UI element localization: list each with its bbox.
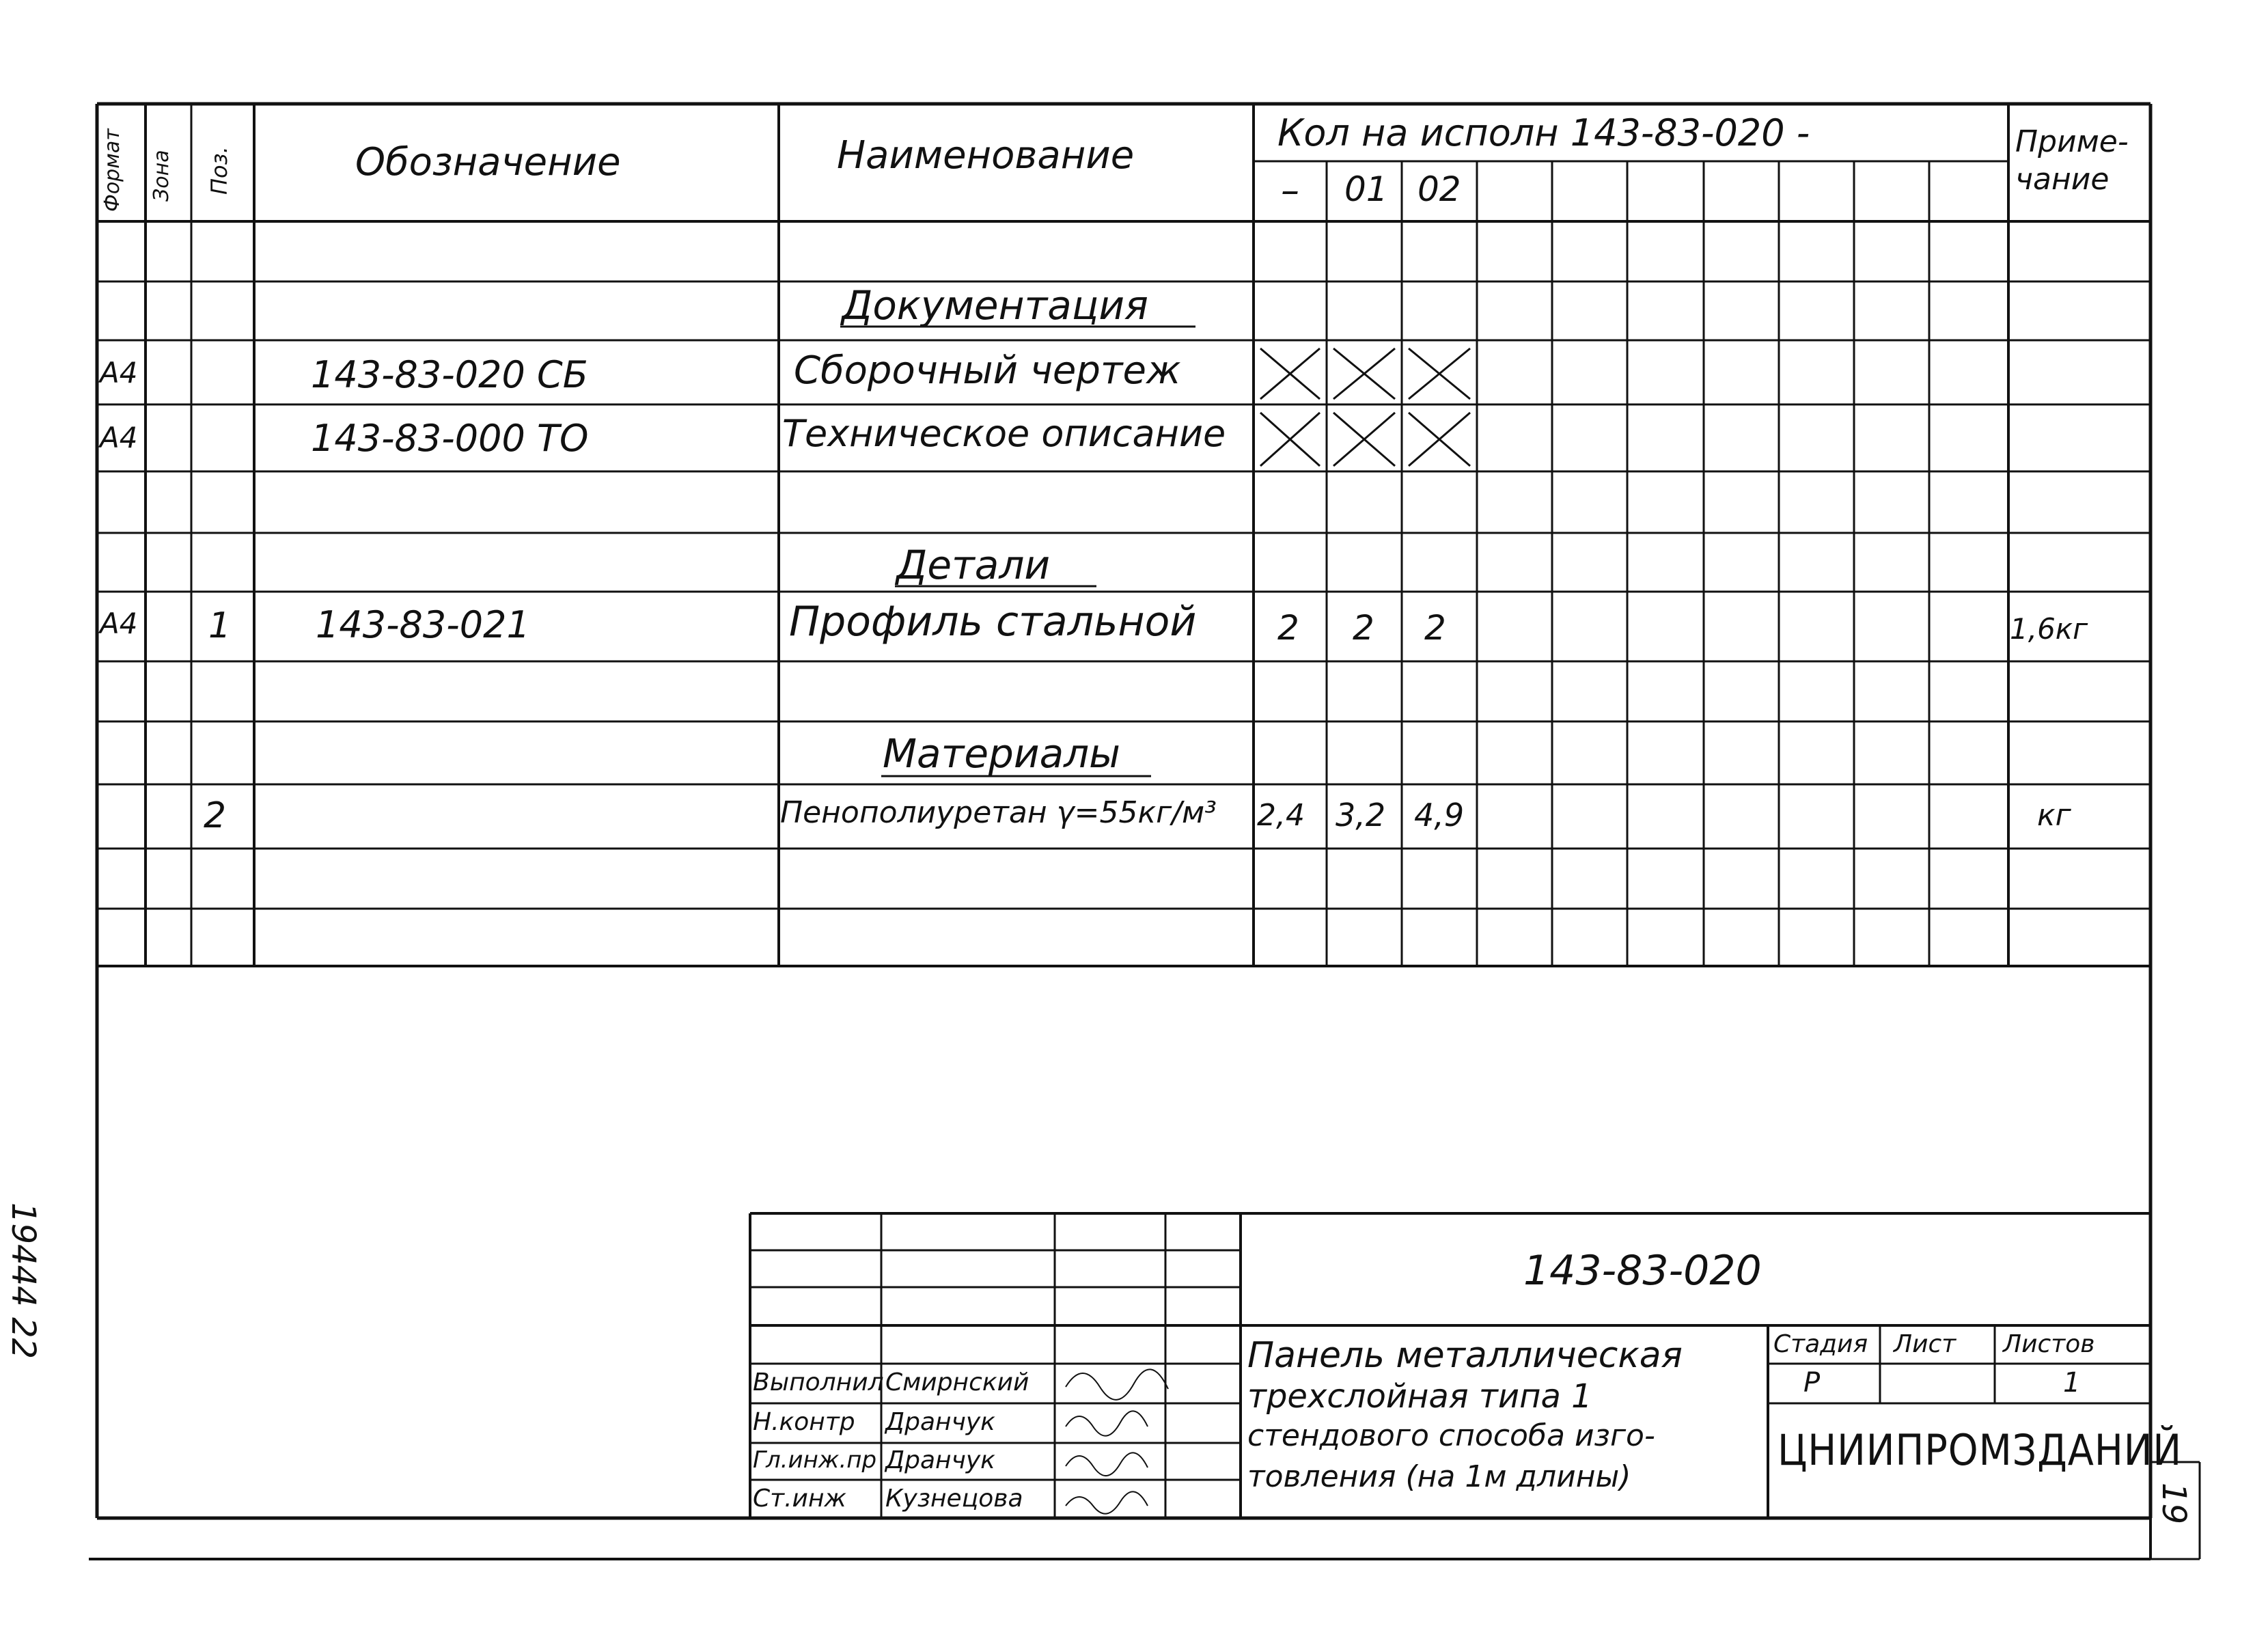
organization-name: ЦНИИПРОМЗДАНИЙ: [1778, 1425, 2183, 1475]
row-2-note: 1,6кг: [2010, 612, 2088, 646]
row-2-qty-01: 2: [1353, 608, 1374, 648]
section-details: Детали: [896, 542, 1051, 588]
header-name: Наименование: [837, 133, 1135, 178]
row-2-designation: 143-83-021: [316, 603, 530, 646]
section-materials: Материалы: [883, 730, 1120, 777]
row-3-qty-01: 3,2: [1336, 797, 1386, 834]
row-2-qty-02: 2: [1424, 608, 1446, 648]
sheet-label: Лист: [1894, 1330, 1956, 1358]
row-1-designation: 143-83-000 ТО: [311, 417, 589, 460]
cross-marks: [1260, 348, 1470, 466]
people-role-2: Гл.инж.пр: [753, 1446, 877, 1474]
title-line-2: стендового способа изго-: [1247, 1418, 1655, 1453]
row-2-name: Профиль стальной: [789, 598, 1197, 646]
row-0-format: А4: [100, 356, 138, 389]
title-line-1: трехслойная типа 1: [1247, 1377, 1592, 1416]
row-3-qty-02: 4,9: [1414, 797, 1465, 834]
header-designation: Обозначение: [355, 140, 621, 184]
row-3-name: Пенополиуретан γ=55кг/м³: [780, 795, 1217, 830]
header-variant-base: –: [1281, 169, 1299, 212]
row-3-qty-base: 2,4: [1257, 798, 1305, 833]
title-line-3: товления (на 1м длины): [1247, 1459, 1631, 1494]
header-format: Формат: [100, 128, 124, 212]
inventory-number: 19444 22: [4, 1202, 42, 1360]
stage-value: Р: [1803, 1367, 1821, 1399]
row-1-name: Техническое описание: [782, 412, 1226, 455]
row-1-format: А4: [100, 421, 138, 454]
header-zone: Зона: [150, 150, 174, 202]
header-qty-title: Кол на исполн 143-83-020 -: [1277, 111, 1810, 154]
row-2-format: А4: [100, 607, 138, 640]
people-role-0: Выполнил: [753, 1368, 884, 1396]
row-0-designation: 143-83-020 СБ: [311, 353, 588, 396]
people-name-3: Кузнецова: [885, 1485, 1023, 1513]
header-variant-01: 01: [1344, 169, 1388, 209]
people-role-3: Ст.инж: [753, 1485, 846, 1513]
row-2-qty-base: 2: [1277, 608, 1299, 648]
row-0-name: Сборочный чертеж: [794, 348, 1181, 393]
signatures: [1066, 1369, 1168, 1513]
people-name-2: Дранчук: [885, 1446, 995, 1474]
row-3-note: кг: [2037, 798, 2071, 833]
sheets-value: 1: [2063, 1367, 2081, 1399]
header-pos: Поз.: [206, 146, 232, 195]
sheets-label: Листов: [2003, 1330, 2095, 1358]
title-block-code: 143-83-020: [1523, 1247, 1762, 1295]
row-2-pos: 1: [208, 605, 232, 646]
people-role-1: Н.контр: [753, 1408, 855, 1436]
section-documentation: Документация: [842, 282, 1148, 329]
title-line-0: Панель металлическая: [1247, 1335, 1683, 1376]
header-note: Приме- чание: [2015, 124, 2129, 197]
people-name-0: Смирнский: [885, 1368, 1029, 1396]
row-3-pos: 2: [204, 795, 227, 836]
stage-label: Стадия: [1773, 1330, 1868, 1358]
header-variant-02: 02: [1418, 169, 1461, 209]
page-number: 19: [2155, 1483, 2193, 1525]
people-name-1: Дранчук: [885, 1408, 995, 1436]
